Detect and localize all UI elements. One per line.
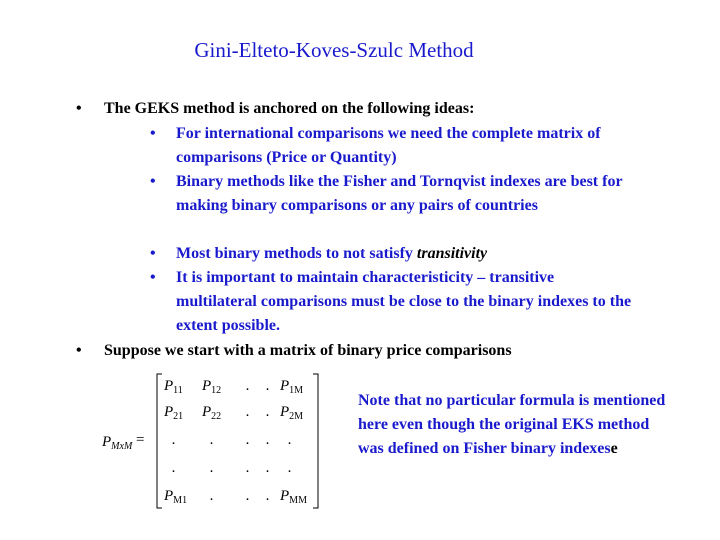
matrix-cell-subscript: 11 (173, 385, 183, 396)
bullet-text: The GEKS method is anchored on the following ideas: (104, 100, 475, 117)
sub-bullet-marker: • (150, 269, 156, 286)
matrix-cell (266, 488, 270, 504)
matrix-cell-main: . (266, 432, 270, 448)
matrix-cell (246, 460, 250, 476)
matrix-cell (201, 378, 221, 396)
matrix-left-bracket (157, 374, 162, 508)
matrix-cell-main: . (246, 488, 250, 504)
matrix-cell (279, 378, 303, 396)
note-text: Note that no particular formula is mentioned here even though the original EKS method was defined on Fisher binary indexes (358, 392, 666, 457)
matrix-cell (163, 404, 183, 422)
matrix-cell-subscript: M1 (173, 495, 188, 506)
matrix-cell-subscript: 12 (211, 385, 222, 396)
sub-bullet-marker: • (150, 125, 156, 142)
matrix-cell (210, 488, 214, 504)
sub-bullet-text: Binary methods like the Fisher and Tornqvist indexes are best for making binary comparisons or any pairs of countries (176, 173, 623, 214)
matrix-cell (246, 488, 250, 504)
matrix-lhs-main: P (102, 434, 112, 450)
matrix-cell (172, 432, 176, 448)
note-tail: e (610, 440, 618, 457)
bullet-marker: • (76, 100, 82, 117)
matrix-cell-main: . (210, 488, 214, 504)
matrix-cell-main: . (266, 460, 270, 476)
matrix-cell-main: P (280, 404, 290, 420)
matrix-cell-main: . (266, 488, 270, 504)
matrix-cell-main: . (246, 378, 250, 394)
matrix-cell (266, 404, 270, 420)
matrix-cell-subscript: MM (289, 495, 307, 506)
matrix-cell-main: . (246, 404, 250, 420)
matrix-cell-subscript: 2M (289, 411, 304, 422)
matrix-cell-main: P (280, 378, 290, 394)
matrix-cell-main: . (172, 432, 176, 448)
matrix-cell (201, 404, 221, 422)
sub-bullet-text: For international comparisons we need the complete matrix of comparisons (Price or Quantity) (176, 125, 601, 166)
matrix-figure (100, 368, 340, 513)
sub-bullet-text (176, 242, 636, 266)
matrix-cell (210, 460, 214, 476)
matrix-cell-main: . (246, 432, 250, 448)
matrix-lhs-subscript: MxM (111, 441, 133, 452)
slide-title: Gini-Elteto-Koves-Szulc Method (194, 38, 474, 62)
matrix-cell-main: . (172, 460, 176, 476)
matrix-cell (279, 404, 303, 422)
matrix-cell (163, 378, 183, 396)
matrix-right-bracket (313, 374, 318, 508)
sub-bullet-text-plain: Most binary methods to not satisfy (176, 245, 417, 262)
matrix-cell-main: . (288, 460, 292, 476)
matrix-cell-subscript: 21 (173, 411, 184, 422)
matrix-cell (288, 460, 292, 476)
sub-bullet-text: It is important to maintain characteristicity – transitive multilateral comparisons must be close to the binary indexes to the extent possible. (176, 269, 632, 334)
matrix-cell (288, 432, 292, 448)
matrix-cell (246, 378, 250, 394)
matrix-cell-subscript: 1M (289, 385, 304, 396)
side-note (358, 389, 668, 461)
matrix-cell-main: . (210, 460, 214, 476)
matrix-lhs (101, 434, 133, 452)
matrix-cell-main: P (280, 488, 290, 504)
matrix-cell (163, 488, 187, 506)
matrix-cell (246, 432, 250, 448)
matrix-cell-main: P (202, 404, 212, 420)
sub-bullet-marker: • (150, 245, 156, 262)
matrix-cell (279, 488, 307, 506)
matrix-cell-main: . (246, 460, 250, 476)
matrix-cell-main: . (266, 404, 270, 420)
matrix-cell (246, 404, 250, 420)
matrix-cell-main: . (288, 432, 292, 448)
matrix-cells (163, 378, 307, 506)
matrix-cell (266, 460, 270, 476)
sub-bullet-marker: • (150, 173, 156, 190)
matrix-cell-main: P (164, 378, 174, 394)
bullet-text: Suppose we start with a matrix of binary price comparisons (104, 342, 512, 359)
matrix-cell-main: . (210, 432, 214, 448)
matrix-equals: = (136, 432, 145, 448)
matrix-cell-main: P (164, 404, 174, 420)
matrix-equation (100, 368, 340, 513)
matrix-cell (266, 432, 270, 448)
matrix-cell (210, 432, 214, 448)
matrix-cell-main: P (164, 488, 174, 504)
matrix-cell (172, 460, 176, 476)
matrix-cell-subscript: 22 (211, 411, 222, 422)
bullet-marker: • (76, 342, 82, 359)
matrix-cell (266, 378, 270, 394)
matrix-cell-main: . (266, 378, 270, 394)
sub-bullet-emphasis: transitivity (416, 245, 488, 262)
matrix-cell-main: P (202, 378, 212, 394)
